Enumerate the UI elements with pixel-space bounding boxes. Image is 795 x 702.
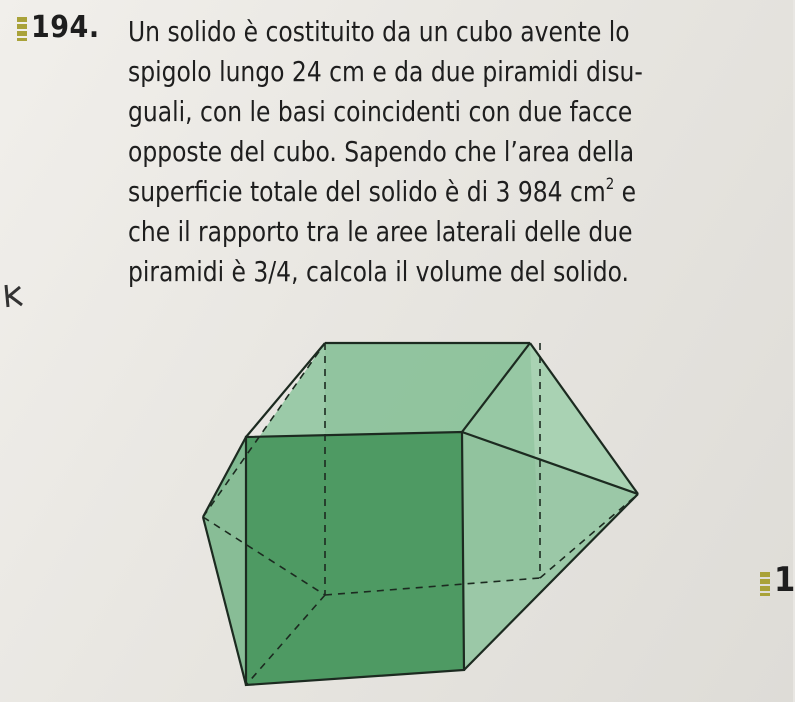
next-problem-number: 1	[774, 560, 795, 600]
problem-line-3: guali, con le basi coincidenti con due facce	[128, 95, 633, 128]
exponent: 2	[605, 174, 615, 193]
problem-line-1: Un solido è costituito da un cubo avente lo	[128, 15, 630, 48]
problem-number: 194.	[31, 10, 100, 45]
line-5-tail: e	[614, 175, 637, 208]
next-exercise-marker-icon	[760, 572, 770, 596]
problem-line-2: spigolo lungo 24 cm e da due piramidi disu-	[128, 55, 643, 88]
left-pyramid-face	[203, 437, 246, 685]
problem-line-4: opposte del cubo. Sapendo che l’area della	[128, 135, 635, 168]
problem-line-7: piramidi è 3/4, calcola il volume del solido.	[128, 255, 629, 288]
problem-line-6: che il rapporto tra le aree laterali delle due	[128, 215, 633, 248]
line-5-text: superficie totale del solido è di 3 984 cm	[128, 175, 606, 208]
